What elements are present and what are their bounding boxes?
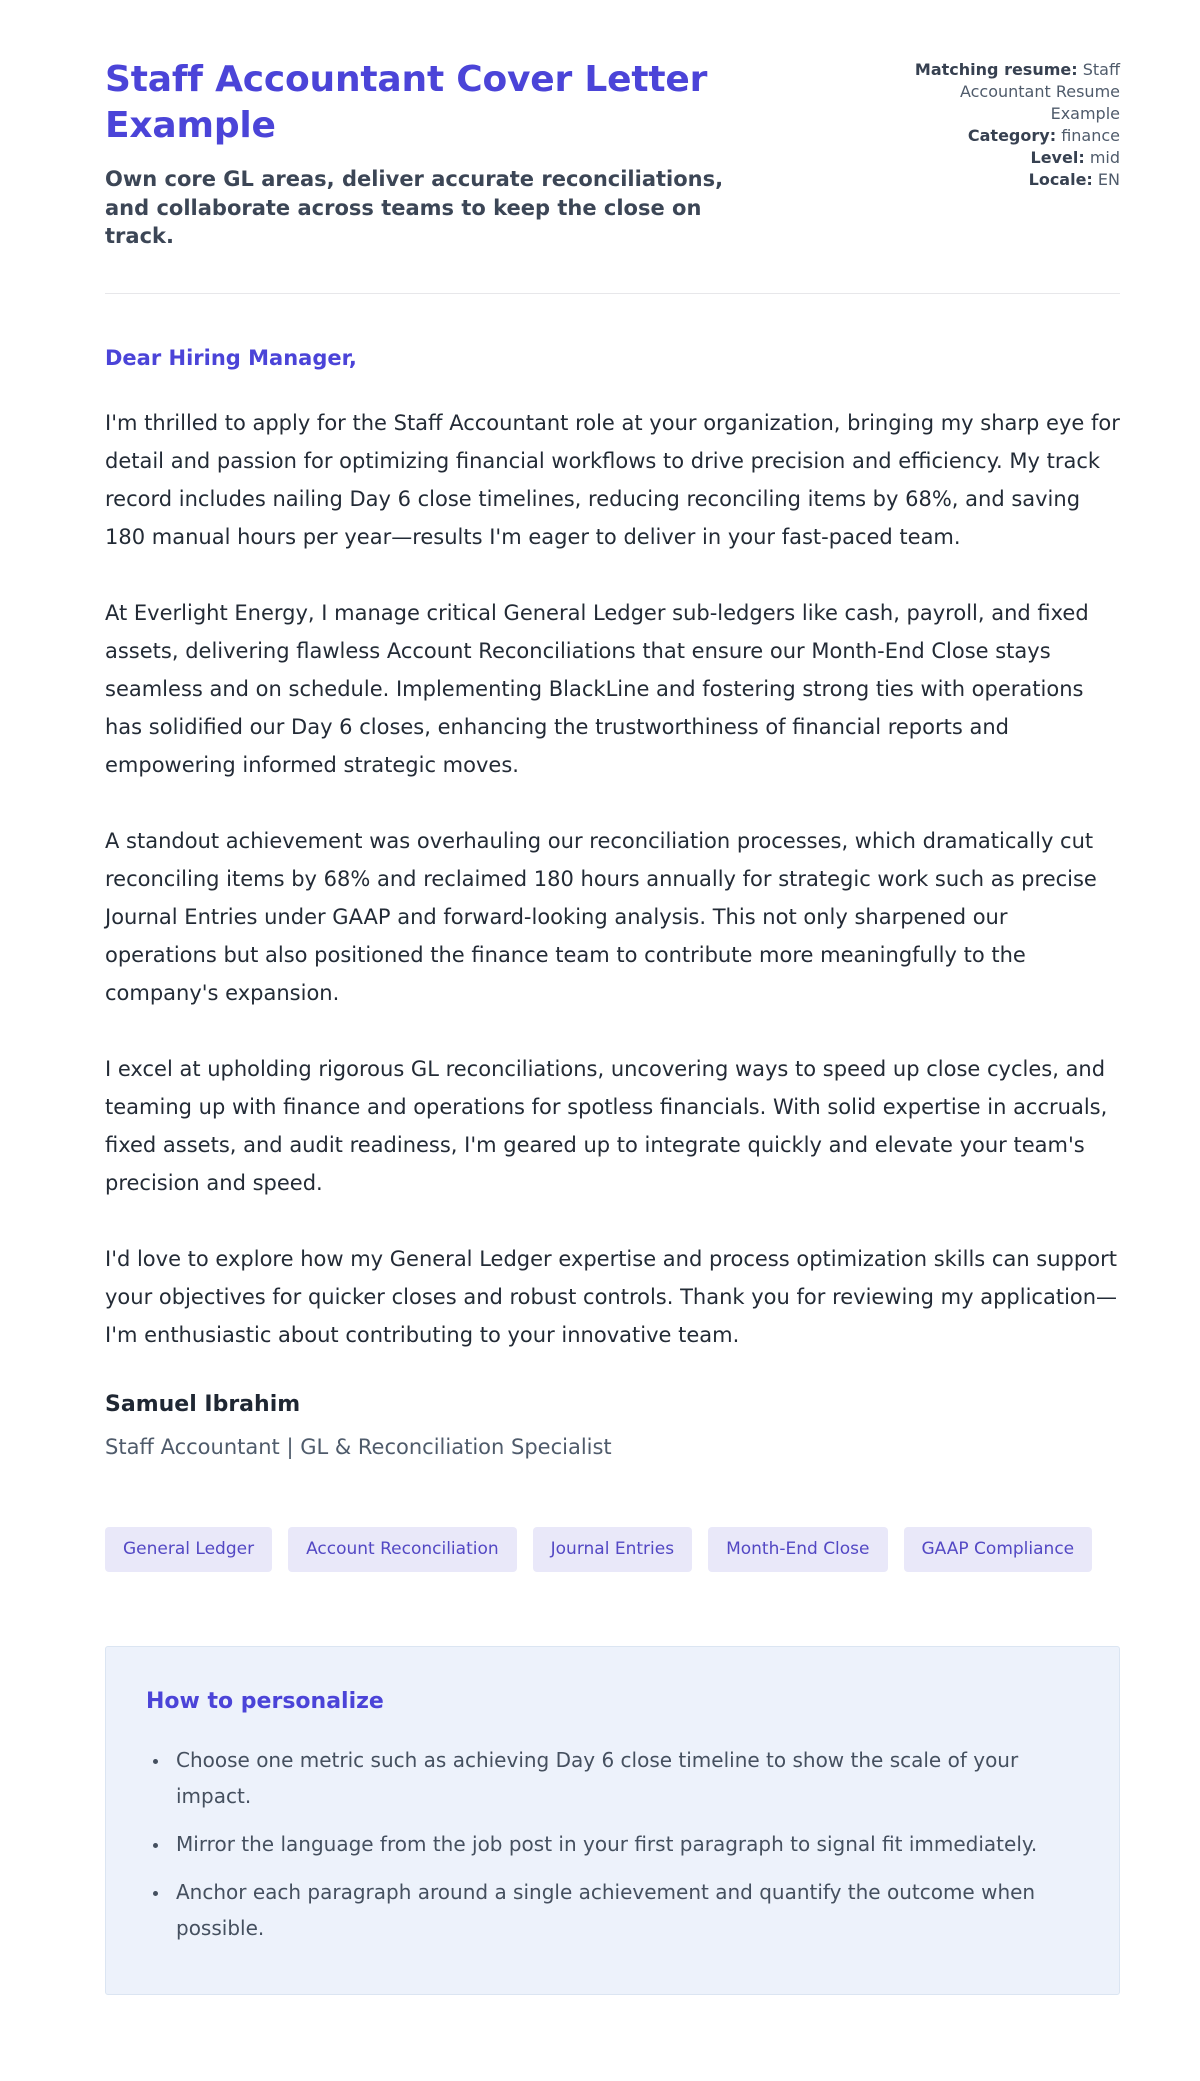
meta-value: EN bbox=[1097, 170, 1120, 189]
tag-chip-journal-entries: Journal Entries bbox=[533, 1527, 692, 1572]
personalize-box bbox=[105, 1646, 1120, 1995]
signature-block bbox=[105, 1392, 1120, 1459]
salutation: Dear Hiring Manager, bbox=[105, 345, 357, 370]
meta-value: Staff Accountant Resume Example bbox=[959, 60, 1120, 123]
personalize-heading: How to personalize bbox=[146, 1688, 384, 1714]
tip-item: • Anchor each paragraph around a single achievement and quantify the outcome when possible. bbox=[170, 1874, 1056, 1946]
tag-chip-month-end-close: Month-End Close bbox=[708, 1527, 887, 1572]
letter-paragraph: I excel at upholding rigorous GL reconciliations, uncovering ways to speed up close cycles, and teaming up with finance and operations for spotless financials. With solid expertise in accruals, fixed assets, and audit readiness, I'm geared up to integrate quickly and elevate your team's precision and speed. bbox=[105, 1056, 1108, 1195]
tag-chip-account-reconciliation: Account Reconciliation bbox=[288, 1527, 517, 1572]
signature-role: Staff Accountant | GL & Reconciliation Specialist bbox=[105, 1434, 612, 1459]
meta-label: Category: bbox=[967, 126, 1057, 145]
meta-row-locale bbox=[902, 169, 1120, 191]
letter-paragraph: I'd love to explore how my General Ledger expertise and process optimization skills can support your objectives for quicker closes and robust controls. Thank you for reviewing my application—I'm enthusiastic about contributing to your innovative team. bbox=[105, 1246, 1118, 1347]
letter-paragraph: A standout achievement was overhauling our reconciliation processes, which dramatically cut reconciling items by 68% and reclaimed 180 hours annually for strategic work such as precise Journal Entries under GAAP and forward-looking analysis. This not only sharpened our operations but also positioned the finance team to contribute more meaningfully to the company's expansion. bbox=[105, 828, 1097, 1005]
meta-panel bbox=[902, 57, 1120, 191]
cover-letter bbox=[105, 346, 1120, 1459]
header-title-block bbox=[105, 57, 805, 251]
meta-label: Level: bbox=[1030, 148, 1085, 167]
article-header bbox=[105, 57, 1120, 251]
meta-row-level bbox=[902, 147, 1120, 169]
tip-item: • Choose one metric such as achieving Day 6 close timeline to show the scale of your impact. bbox=[170, 1742, 1056, 1814]
personalize-tips-list bbox=[146, 1742, 1079, 1946]
meta-label: Locale: bbox=[1028, 170, 1093, 189]
meta-row-category bbox=[902, 125, 1120, 147]
page-title: Staff Accountant Cover Letter Example bbox=[105, 59, 708, 147]
divider bbox=[105, 293, 1120, 294]
meta-value: mid bbox=[1089, 148, 1120, 167]
letter-paragraph: I'm thrilled to apply for the Staff Accountant role at your organization, bringing my sharp eye for detail and passion for optimizing financial workflows to drive precision and efficiency. My track record includes nailing Day 6 close timelines, reducing reconciling items by 68%, and saving 180 manual hours per year—results I'm eager to deliver in your fast-paced team. bbox=[105, 410, 1120, 549]
signature-name: Samuel Ibrahim bbox=[105, 1391, 301, 1417]
page-subtitle: Own core GL areas, deliver accurate reconciliations, and collaborate across teams to keep the close on track. bbox=[105, 167, 724, 249]
meta-row-matching-resume bbox=[902, 59, 1120, 125]
meta-label: Matching resume: bbox=[914, 60, 1078, 79]
letter-paragraph: At Everlight Energy, I manage critical General Ledger sub-ledgers like cash, payroll, and fixed assets, delivering flawless Account Reconciliations that ensure our Month-End Close stays seamless and on schedule. Implementing BlackLine and fostering strong ties with operations has solidified our Day 6 closes, enhancing the trustworthiness of financial reports and empowering informed strategic moves. bbox=[105, 600, 1089, 777]
tag-list bbox=[105, 1527, 1120, 1572]
tag-chip-gaap-compliance: GAAP Compliance bbox=[904, 1527, 1093, 1572]
tag-chip-general-ledger: General Ledger bbox=[105, 1527, 272, 1572]
meta-value: finance bbox=[1061, 126, 1120, 145]
tip-item: • Mirror the language from the job post in your first paragraph to signal fit immediately. bbox=[170, 1826, 1056, 1862]
